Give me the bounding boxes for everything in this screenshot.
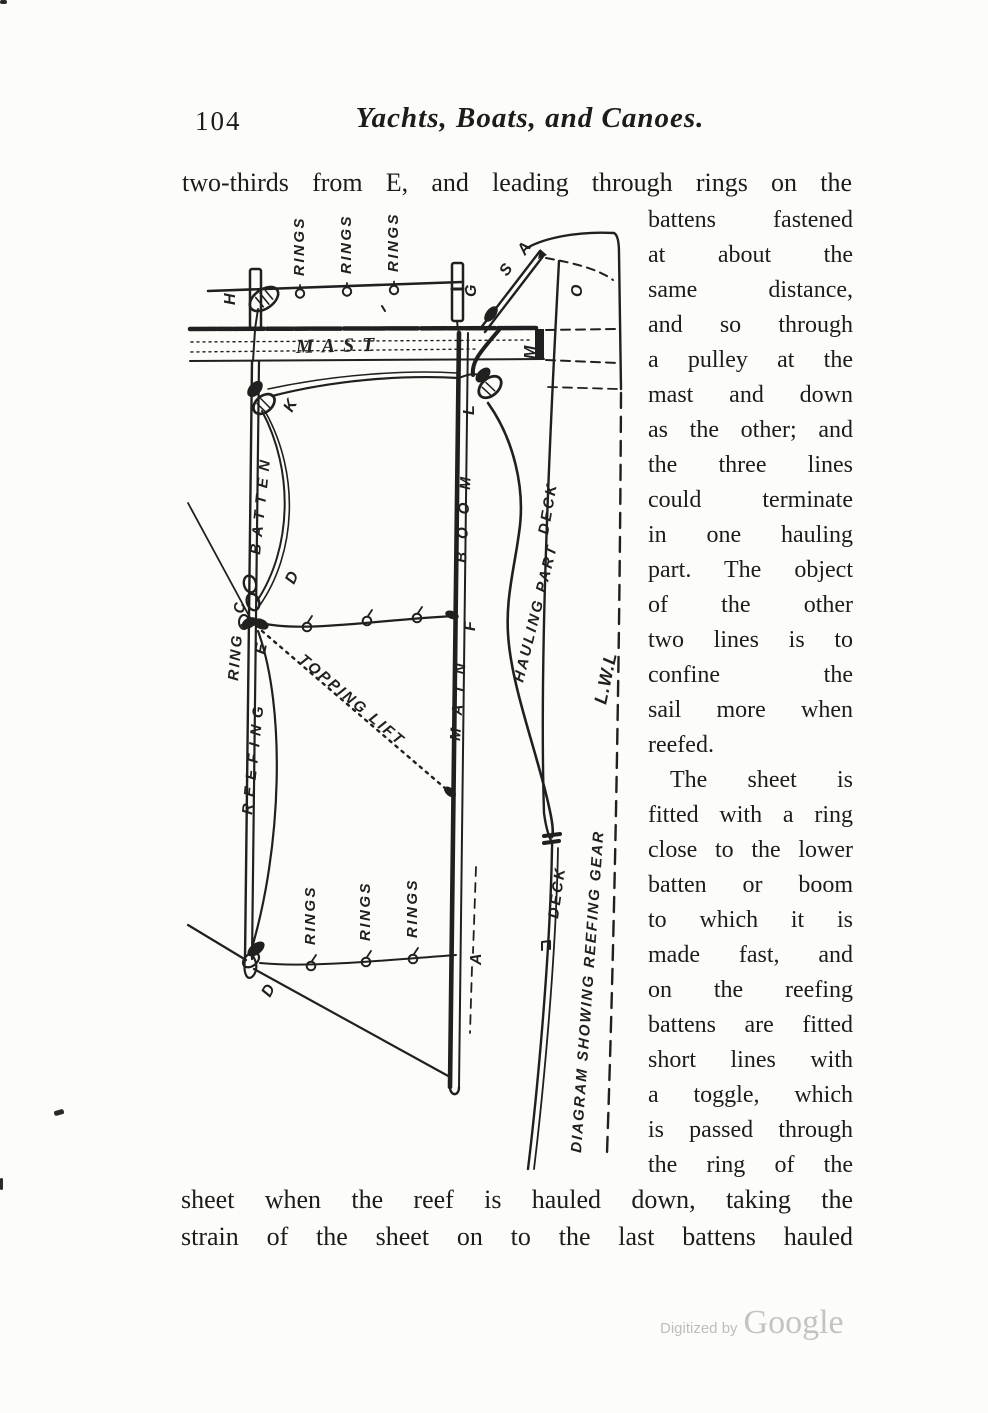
label-m: M	[522, 345, 539, 359]
deck-line	[528, 261, 562, 1169]
right-column-line-27: is passed through	[648, 1117, 853, 1143]
label-g: G	[463, 284, 480, 297]
right-column-line-14: confine the	[648, 662, 853, 688]
right-column-line-17: The sheet is	[670, 767, 853, 793]
label-rings-top-3: RINGS	[385, 211, 402, 272]
right-text-column	[648, 203, 853, 1183]
watermark-prefix: Digitized by	[660, 1320, 738, 1337]
right-column-line-9: could terminate	[648, 487, 853, 513]
page-number: 104	[195, 106, 242, 136]
label-batten: BATTEN	[247, 452, 275, 556]
yard-right-post	[452, 263, 463, 321]
right-column-line-24: battens are fitted	[648, 1012, 853, 1038]
mast-extension-dash-top	[546, 329, 618, 330]
diagonal-line-lower	[188, 925, 246, 960]
label-d-mid: D	[282, 569, 303, 587]
label-e: E	[252, 642, 271, 656]
label-diagram-caption: DIAGRAM SHOWING REEFING GEAR	[568, 829, 608, 1154]
diagonal-line-to-boom-end	[254, 969, 450, 1077]
right-column-line-8: the three lines	[648, 452, 853, 478]
middle-rings-row	[266, 607, 460, 631]
label-f: F	[462, 621, 479, 631]
right-column-line-21: to which it is	[648, 907, 853, 933]
label-s: S	[496, 260, 517, 280]
label-rings-bottom-2: RINGS	[357, 880, 374, 941]
right-column-line-25: short lines with	[648, 1047, 853, 1073]
right-column-line-20: batten or boom	[648, 872, 853, 898]
sail-foot-to-pulley	[459, 374, 478, 378]
right-column-line-18: fitted with a ring	[648, 802, 853, 828]
right-column-line-10: in one hauling	[648, 522, 853, 548]
label-reefing: REEFING	[239, 698, 269, 816]
label-a-bottom: A	[468, 953, 485, 965]
right-column-line-6: mast and down	[648, 382, 853, 408]
watermark-brand: Google	[743, 1304, 844, 1341]
right-column-line-26: a toggle, which	[648, 1082, 853, 1108]
small-tick	[382, 306, 385, 311]
label-l: L	[461, 405, 478, 415]
label-rings-top-2: RINGS	[338, 213, 355, 274]
right-column-line-3: same distance,	[648, 277, 853, 303]
post-to-mast-line	[253, 330, 255, 361]
label-hauling-part: HAULING PART	[510, 542, 562, 684]
label-d-bottom: D	[258, 981, 279, 1000]
label-rings-bottom-1: RINGS	[302, 884, 319, 945]
right-column-line-12: of the other	[648, 592, 853, 618]
label-rings-top-1: RINGS	[291, 215, 308, 276]
label-boom: BOOM	[453, 463, 476, 564]
lwl-line	[607, 393, 621, 1153]
right-column-line-15: sail more when	[648, 697, 853, 723]
scan-artifact	[0, 0, 7, 4]
label-ring-c: RING . C	[225, 599, 250, 682]
label-mast: MAST	[295, 333, 383, 358]
label-a-top: A	[514, 239, 535, 259]
right-column-line-5: a pulley at the	[648, 347, 853, 373]
label-h: H	[222, 293, 239, 305]
label-deck-upper: DECK	[535, 481, 562, 536]
right-column-line-19: close to the lower	[648, 837, 853, 863]
google-watermark	[660, 1304, 844, 1342]
deck-to-lwl-dash	[548, 387, 618, 389]
right-column-line-13: two lines is to	[648, 627, 853, 653]
right-column-line-2: at about the	[648, 242, 853, 268]
right-column-line-16: reefed.	[648, 732, 714, 758]
right-column-line-7: as the other; and	[648, 417, 853, 443]
scan-artifact	[0, 1178, 3, 1190]
label-o: O	[569, 284, 586, 297]
stay-lines	[480, 249, 547, 332]
reefing-gear-diagram	[178, 203, 648, 1185]
closing-line-1: sheet when the reef is hauled down, taking the	[181, 1185, 853, 1214]
stem-dashed-arc	[546, 258, 613, 280]
right-column-line-4: and so through	[648, 312, 853, 338]
opening-paragraph-line: two-thirds from E, and leading through rings on the	[182, 168, 852, 197]
page-header-title: Yachts, Boats, and Canoes.	[355, 102, 705, 134]
right-column-line-23: on the reefing	[648, 977, 853, 1003]
label-lwl: L.W.L	[590, 650, 621, 706]
mast-extension-dash-bottom	[546, 360, 619, 363]
closing-line-2: strain of the sheet on to the last battens hauled	[181, 1222, 853, 1251]
label-topping-lift: TOPPING LIFT	[295, 651, 409, 750]
label-main: MAIN	[447, 649, 471, 742]
bottom-rings-row	[260, 948, 456, 970]
label-deck-lower: DECK	[545, 865, 570, 920]
sail-foot-line	[272, 377, 459, 396]
right-column-line-11: part. The object	[648, 557, 853, 583]
label-k: K	[280, 396, 301, 415]
label-rings-bottom-3: RINGS	[404, 877, 421, 938]
scan-artifact	[54, 1109, 65, 1116]
right-column-line-28: the ring of the	[648, 1152, 853, 1178]
right-column-line-22: made fast, and	[648, 942, 853, 968]
closing-paragraph	[181, 1181, 853, 1255]
topsail-yard-line	[208, 282, 462, 291]
right-column-line-1: battens fastened	[648, 207, 853, 233]
